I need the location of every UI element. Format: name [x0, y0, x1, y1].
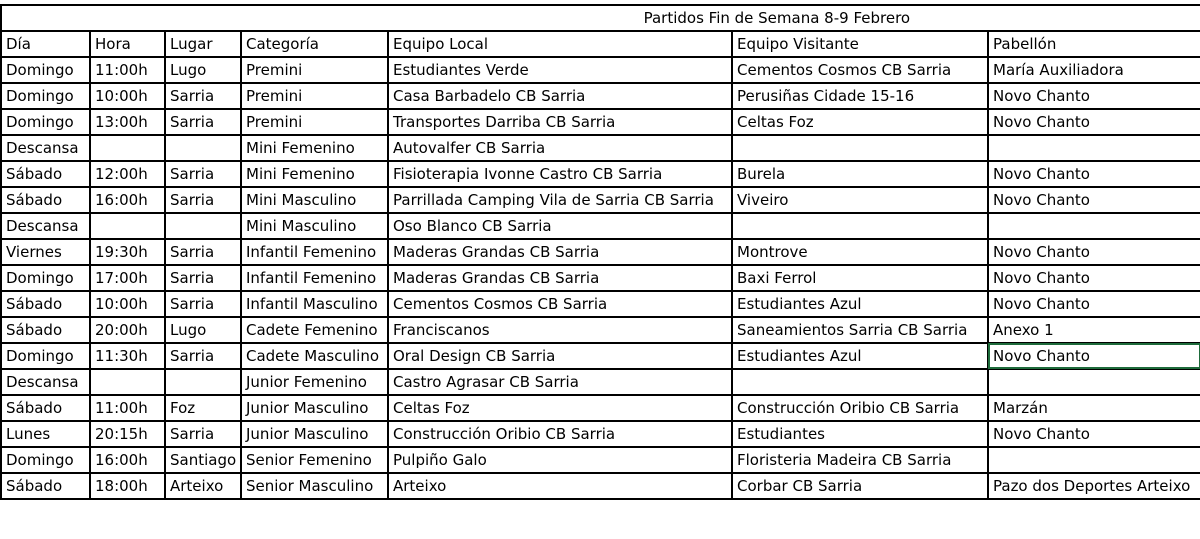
cell-lugar[interactable]: Sarria [165, 239, 241, 265]
cell-dia[interactable]: Domingo [1, 57, 90, 83]
cell-equipo-visitante[interactable]: Cementos Cosmos CB Sarria [732, 57, 988, 83]
cell-pabellon[interactable]: Anexo 1 [988, 317, 1200, 343]
cell-dia[interactable]: Domingo [1, 447, 90, 473]
cell-dia[interactable]: Domingo [1, 343, 90, 369]
cell-hora[interactable]: 11:30h [90, 343, 165, 369]
cell-pabellon[interactable]: Pazo dos Deportes Arteixo [988, 473, 1200, 499]
cell-equipo-visitante[interactable]: Viveiro [732, 187, 988, 213]
cell-equipo-visitante[interactable]: Estudiantes Azul [732, 343, 988, 369]
cell-equipo-local[interactable]: Casa Barbadelo CB Sarria [388, 83, 732, 109]
cell-categoria[interactable]: Junior Masculino [241, 395, 388, 421]
header-equipo-visitante[interactable]: Equipo Visitante [732, 31, 988, 57]
table-row [1, 369, 1200, 395]
cell-hora[interactable]: 10:00h [90, 291, 165, 317]
cell-lugar[interactable]: Sarria [165, 291, 241, 317]
cell-hora[interactable]: 20:00h [90, 317, 165, 343]
cell-categoria[interactable]: Mini Femenino [241, 161, 388, 187]
cell-equipo-visitante[interactable]: Saneamientos Sarria CB Sarria [732, 317, 988, 343]
cell-equipo-visitante[interactable]: Burela [732, 161, 988, 187]
cell-equipo-visitante[interactable] [732, 135, 988, 161]
cell-pabellon[interactable] [988, 369, 1200, 395]
cell-categoria[interactable]: Infantil Femenino [241, 265, 388, 291]
cell-categoria[interactable]: Premini [241, 83, 388, 109]
cell-lugar[interactable]: Sarria [165, 83, 241, 109]
cell-equipo-visitante[interactable] [732, 213, 988, 239]
cell-lugar[interactable]: Sarria [165, 265, 241, 291]
cell-hora[interactable] [90, 369, 165, 395]
cell-pabellon[interactable]: Novo Chanto [988, 291, 1200, 317]
cell-hora[interactable]: 16:00h [90, 187, 165, 213]
cell-dia[interactable]: Sábado [1, 161, 90, 187]
header-equipo-local[interactable]: Equipo Local [388, 31, 732, 57]
table-row [1, 317, 1200, 343]
cell-lugar[interactable] [165, 369, 241, 395]
cell-dia[interactable]: Lunes [1, 421, 90, 447]
cell-equipo-local[interactable]: Maderas Grandas CB Sarria [388, 265, 732, 291]
cell-equipo-visitante[interactable]: Estudiantes [732, 421, 988, 447]
cell-dia[interactable]: Sábado [1, 187, 90, 213]
cell-lugar[interactable]: Arteixo [165, 473, 241, 499]
cell-categoria[interactable]: Infantil Femenino [241, 239, 388, 265]
cell-pabellon[interactable] [988, 447, 1200, 473]
cell-categoria[interactable]: Senior Femenino [241, 447, 388, 473]
cell-categoria[interactable]: Mini Masculino [241, 213, 388, 239]
cell-pabellon[interactable]: Novo Chanto [988, 83, 1200, 109]
table-row [1, 473, 1200, 499]
cell-dia[interactable]: Sábado [1, 317, 90, 343]
cell-dia[interactable]: Descansa [1, 369, 90, 395]
cell-lugar[interactable]: Sarria [165, 109, 241, 135]
cell-equipo-local[interactable]: Franciscanos [388, 317, 732, 343]
cell-equipo-visitante[interactable]: Corbar CB Sarria [732, 473, 988, 499]
header-dia[interactable]: Día [1, 31, 90, 57]
cell-pabellon[interactable]: Novo Chanto [988, 239, 1200, 265]
cell-equipo-local[interactable]: Celtas Foz [388, 395, 732, 421]
table-row [1, 213, 1200, 239]
cell-hora[interactable]: 16:00h [90, 447, 165, 473]
header-lugar[interactable]: Lugar [165, 31, 241, 57]
cell-categoria[interactable]: Senior Masculino [241, 473, 388, 499]
table-row [1, 187, 1200, 213]
cell-equipo-local[interactable]: Oso Blanco CB Sarria [388, 213, 732, 239]
cell-lugar[interactable]: Foz [165, 395, 241, 421]
table-row [1, 161, 1200, 187]
cell-hora[interactable] [90, 135, 165, 161]
cell-hora[interactable] [90, 213, 165, 239]
cell-hora[interactable]: 11:00h [90, 57, 165, 83]
cell-pabellon[interactable]: Novo Chanto [988, 161, 1200, 187]
header-pabellon[interactable]: Pabellón [988, 31, 1200, 57]
cell-lugar[interactable]: Lugo [165, 57, 241, 83]
header-categoria[interactable]: Categoría [241, 31, 388, 57]
cell-dia[interactable]: Descansa [1, 213, 90, 239]
cell-equipo-visitante[interactable]: Celtas Foz [732, 109, 988, 135]
table-row [1, 395, 1200, 421]
cell-equipo-local[interactable]: Oral Design CB Sarria [388, 343, 732, 369]
cell-hora[interactable]: 13:00h [90, 109, 165, 135]
cell-equipo-local[interactable]: Castro Agrasar CB Sarria [388, 369, 732, 395]
cell-pabellon[interactable] [988, 135, 1200, 161]
cell-hora[interactable]: 19:30h [90, 239, 165, 265]
table-body [1, 5, 1200, 499]
cell-hora[interactable]: 12:00h [90, 161, 165, 187]
cell-lugar[interactable]: Santiago [165, 447, 241, 473]
cell-equipo-local[interactable]: Parrillada Camping Vila de Sarria CB Sarria [388, 187, 732, 213]
cell-dia[interactable]: Domingo [1, 265, 90, 291]
cell-pabellon[interactable]: Marzán [988, 395, 1200, 421]
table-row [1, 421, 1200, 447]
cell-lugar[interactable]: Lugo [165, 317, 241, 343]
cell-equipo-visitante[interactable]: Perusiñas Cidade 15-16 [732, 83, 988, 109]
cell-lugar[interactable] [165, 135, 241, 161]
cell-pabellon[interactable]: María Auxiliadora [988, 57, 1200, 83]
table-row [1, 135, 1200, 161]
cell-categoria[interactable]: Infantil Masculino [241, 291, 388, 317]
cell-categoria[interactable]: Mini Masculino [241, 187, 388, 213]
cell-lugar[interactable]: Sarria [165, 421, 241, 447]
cell-equipo-local[interactable]: Maderas Grandas CB Sarria [388, 239, 732, 265]
cell-pabellon[interactable]: Novo Chanto [988, 109, 1200, 135]
header-row [1, 31, 1200, 57]
cell-equipo-local[interactable]: Fisioterapia Ivonne Castro CB Sarria [388, 161, 732, 187]
cell-equipo-visitante[interactable]: Baxi Ferrol [732, 265, 988, 291]
cell-dia[interactable]: Sábado [1, 395, 90, 421]
table-row [1, 57, 1200, 83]
cell-equipo-local[interactable]: Transportes Darriba CB Sarria [388, 109, 732, 135]
table-row [1, 343, 1200, 369]
table-row [1, 291, 1200, 317]
cell-dia[interactable]: Sábado [1, 473, 90, 499]
table-row [1, 447, 1200, 473]
cell-categoria[interactable]: Cadete Masculino [241, 343, 388, 369]
cell-lugar[interactable]: Sarria [165, 343, 241, 369]
cell-dia[interactable]: Sábado [1, 291, 90, 317]
cell-equipo-visitante[interactable]: Estudiantes Azul [732, 291, 988, 317]
cell-categoria[interactable]: Premini [241, 109, 388, 135]
cell-equipo-local[interactable]: Autovalfer CB Sarria [388, 135, 732, 161]
table-row [1, 83, 1200, 109]
cell-categoria[interactable]: Junior Femenino [241, 369, 388, 395]
cell-dia[interactable]: Descansa [1, 135, 90, 161]
cell-pabellon[interactable]: Novo Chanto [988, 343, 1200, 369]
cell-pabellon[interactable]: Novo Chanto [988, 187, 1200, 213]
sheet-title[interactable]: Partidos Fin de Semana 8-9 Febrero [1, 5, 1200, 31]
table-row [1, 265, 1200, 291]
cell-equipo-visitante[interactable]: Montrove [732, 239, 988, 265]
cell-equipo-local[interactable]: Cementos Cosmos CB Sarria [388, 291, 732, 317]
cell-equipo-local[interactable]: Construcción Oribio CB Sarria [388, 421, 732, 447]
cell-lugar[interactable]: Sarria [165, 187, 241, 213]
cell-hora[interactable]: 20:15h [90, 421, 165, 447]
matches-table [0, 4, 1200, 500]
cell-pabellon[interactable]: Novo Chanto [988, 265, 1200, 291]
cell-equipo-visitante[interactable]: Construcción Oribio CB Sarria [732, 395, 988, 421]
cell-equipo-local[interactable]: Estudiantes Verde [388, 57, 732, 83]
cell-hora[interactable]: 10:00h [90, 83, 165, 109]
cell-pabellon[interactable] [988, 213, 1200, 239]
cell-lugar[interactable] [165, 213, 241, 239]
cell-dia[interactable]: Domingo [1, 83, 90, 109]
cell-equipo-visitante[interactable]: Floristeria Madeira CB Sarria [732, 447, 988, 473]
cell-lugar[interactable]: Sarria [165, 161, 241, 187]
cell-equipo-visitante[interactable] [732, 369, 988, 395]
cell-equipo-local[interactable]: Pulpiño Galo [388, 447, 732, 473]
cell-pabellon[interactable]: Novo Chanto [988, 421, 1200, 447]
cell-dia[interactable]: Domingo [1, 109, 90, 135]
cell-categoria[interactable]: Junior Masculino [241, 421, 388, 447]
header-hora[interactable]: Hora [90, 31, 165, 57]
cell-categoria[interactable]: Mini Femenino [241, 135, 388, 161]
cell-hora[interactable]: 11:00h [90, 395, 165, 421]
cell-dia[interactable]: Viernes [1, 239, 90, 265]
title-row [1, 5, 1200, 31]
cell-categoria[interactable]: Premini [241, 57, 388, 83]
cell-hora[interactable]: 17:00h [90, 265, 165, 291]
table-row [1, 239, 1200, 265]
table-row [1, 109, 1200, 135]
cell-hora[interactable]: 18:00h [90, 473, 165, 499]
cell-categoria[interactable]: Cadete Femenino [241, 317, 388, 343]
cell-equipo-local[interactable]: Arteixo [388, 473, 732, 499]
